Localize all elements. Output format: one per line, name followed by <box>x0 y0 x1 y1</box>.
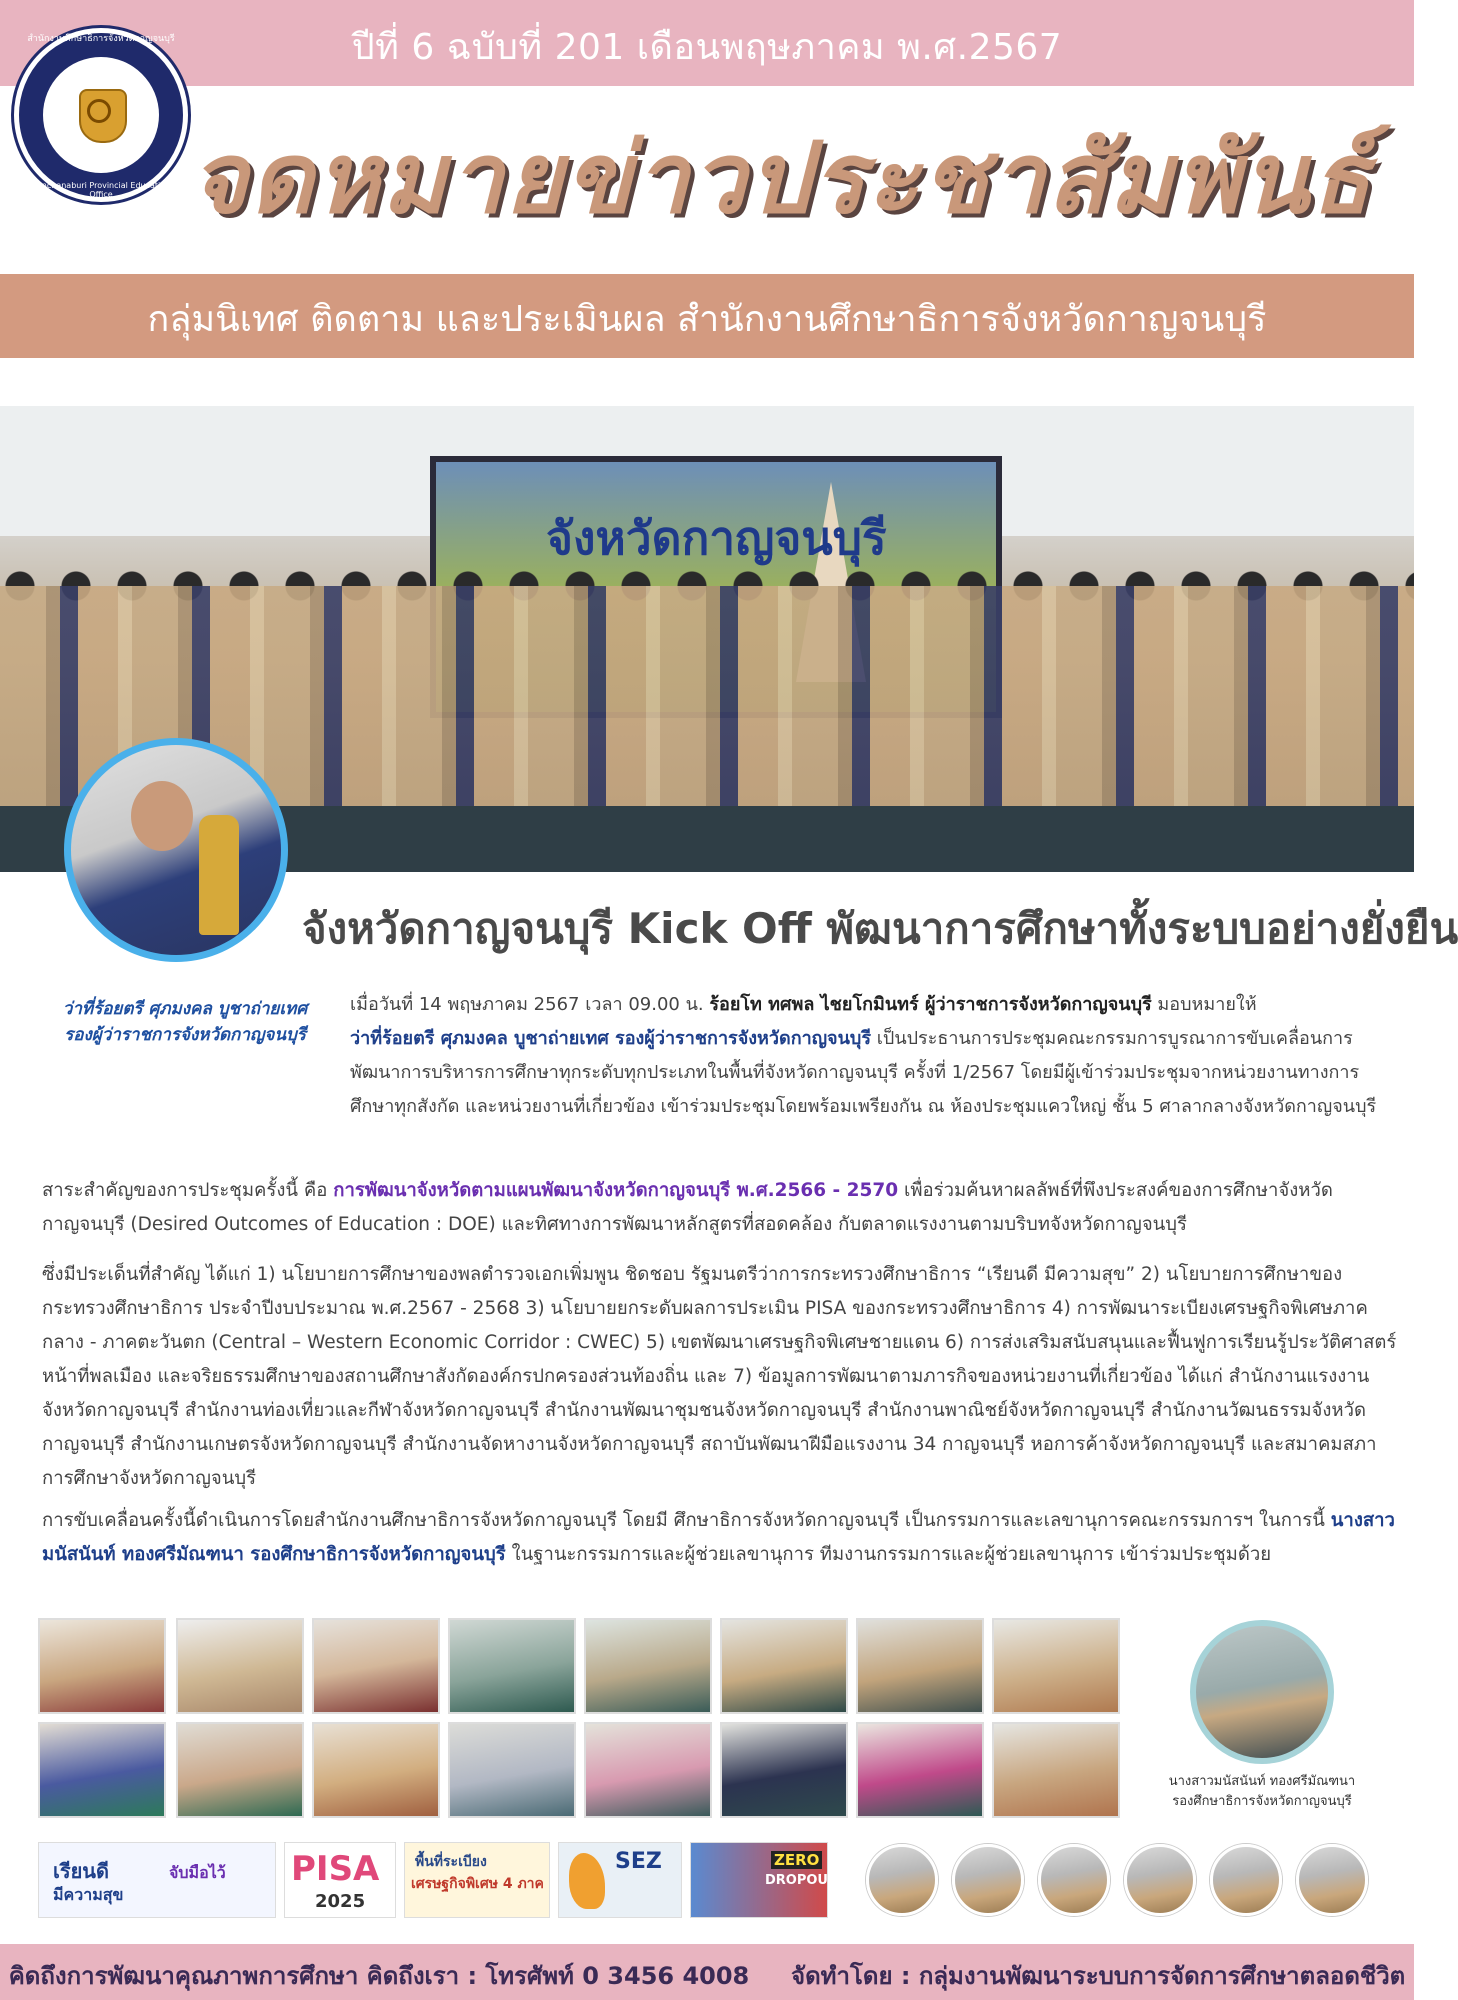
staff-portrait <box>866 1844 938 1916</box>
article-headline: จังหวัดกาญจนบุรี Kick Off พัฒนาการศึกษาทั้งระบบอย่างยั่งยืน <box>302 904 1458 953</box>
promo-dropout-text: DROPOUT <box>765 1873 837 1888</box>
gallery-photo <box>176 1618 304 1714</box>
paragraph-4 <box>42 1504 1402 1572</box>
staff-portrait <box>1124 1844 1196 1916</box>
gallery-photo <box>176 1722 304 1818</box>
gallery-photo <box>584 1722 712 1818</box>
paragraph-3: ซึ่งมีประเด็นที่สำคัญ ได้แก่ 1) นโยบายการศึกษาของพลตำรวจเอกเพิ่มพูน ชิดชอบ รัฐมนตรีว่าการกระทรวงศึกษาธิการ “เรียนดี มีความสุข” 2) นโยบายการศึกษาของกระทรวงศึกษาธิการ ประจำปีงบประมาณ พ.ศ.2567 - 2568 3) นโยบายยกระดับผลการประเมิน PISA ของกระทรวงศึกษาธิการ 4) การพัฒนาระเบียงเศรษฐกิจพิเศษภาคกลาง - ภาคตะวันตก (Central – Western Economic Corridor : CWEC) 5) เขตพัฒนาเศรษฐกิจพิเศษชายแดน 6) การส่งเสริมสนับสนุนและฟื้นฟูการเรียนรู้ประวัติศาสตร์ หน้าที่พลเมือง และจริยธรรมศึกษาของสถานศึกษาสังกัดองค์กรปกครองส่วนท้องถิ่น และ 7) ข้อมูลการพัฒนาตามภารกิจของหน่วยงานที่เกี่ยวข้อง ได้แก่ สำนักงานแรงงานจังหวัดกาญจนบุรี สำนักงานท่องเที่ยวและกีฬาจังหวัดกาญจนบุรี สำนักงานพัฒนาชุมชนจังหวัดกาญจนบุรี สำนักงานพาณิชย์จังหวัดกาญจนบุรี สำนักงานวัฒนธรรมจังหวัดกาญจนบุรี สำนักงานเกษตรจังหวัดกาญจนบุรี สำนักงานจัดหางานจังหวัดกาญจนบุรี สถาบันพัฒนาฝีมือแรงงาน 34 กาญจนบุรี หอการค้าจังหวัดกาญจนบุรี และสมาคมสภาการศึกษาจังหวัดกาญจนบุรี <box>42 1264 1397 1489</box>
promo-pisa <box>284 1842 396 1918</box>
staff-portrait <box>1296 1844 1368 1916</box>
deputy-round-photo <box>1190 1620 1334 1764</box>
paragraph-2 <box>42 1174 1402 1242</box>
staff-portrait <box>952 1844 1024 1916</box>
dharma-wheel-icon <box>87 99 111 123</box>
p1-deputy: ว่าที่ร้อยตรี ศุภมงคล บูชาถ่ายเทศ รองผู้ว่าราชการจังหวัดกาญจนบุรี <box>350 1028 872 1049</box>
promo-zero-dropout <box>690 1842 837 1918</box>
logo-ring-text-bottom: Kanchanaburi Provincial Education Office <box>31 181 171 199</box>
promo-happy-text: มีความสุข <box>53 1885 124 1904</box>
gallery-photo <box>584 1618 712 1714</box>
gallery-photo <box>856 1722 984 1818</box>
p1-text-c: มอบหมายให้ <box>1151 994 1257 1015</box>
gallery-photo <box>720 1618 848 1714</box>
gallery-photo <box>38 1722 166 1818</box>
p1-text-e: เป็นประธานการประชุมคณะกรรมการบูรณาการขับเคลื่อนการพัฒนาการบริหารการศึกษาทุกระดับทุกประเภทในพื้นที่จังหวัดกาญจนบุรี ครั้งที่ 1/2567 โดยมีผู้เข้าร่วมประชุมจากหน่วยงานทางการศึกษาทุกสังกัด และหน่วยงานที่เกี่ยวข้อง เข้าร่วมประชุมโดยพร้อมเพรียงกัน ณ ห้องประชุมแควใหญ่ ชั้น 5 ศาลากลางจังหวัดกาญจนบุรี <box>350 1028 1377 1117</box>
portrait-caption <box>40 996 330 1048</box>
portrait-face <box>131 781 193 851</box>
gallery-photo <box>992 1618 1120 1714</box>
p4-deputy-name: นางสาวมนัสนันท์ ทองศรีมัณฑนา รองศึกษาธิการจังหวัดกาญจนบุรี <box>42 1510 1395 1565</box>
paragraph-1 <box>350 988 1390 1124</box>
p2-topic: การพัฒนาจังหวัดตามแผนพัฒนาจังหวัดกาญจนบุรี พ.ศ.2566 - 2570 <box>333 1180 899 1201</box>
gallery-photo <box>312 1722 440 1818</box>
promo-hands-text: จับมือไว้ <box>169 1863 226 1882</box>
gallery-photo <box>448 1722 576 1818</box>
promo-corridor-text-1: พื้นที่ระเบียง <box>415 1854 487 1870</box>
newsletter-subtitle: กลุ่มนิเทศ ติดตาม และประเมินผล สำนักงานศึกษาธิการจังหวัดกาญจนบุรี <box>147 299 1267 340</box>
logo-inner <box>43 57 159 173</box>
p2-text-a: สาระสำคัญของการประชุมครั้งนี้ คือ <box>42 1180 334 1201</box>
staff-portrait <box>1038 1844 1110 1916</box>
chairman-portrait <box>64 738 288 962</box>
promo-pisa-year: 2025 <box>315 1891 366 1912</box>
gallery-photo <box>448 1618 576 1714</box>
deputy-caption-title: รองศึกษาธิการจังหวัดกาญจนบุรี <box>1172 1794 1352 1809</box>
p1-governor: ร้อยโท ทศพล ไชยโกมินทร์ ผู้ว่าราชการจังหวัดกาญจนบุรี <box>709 994 1152 1015</box>
p2-text-c: เพื่อร่วมค้นหาผลลัพธ์ที่พึงประสงค์ของการศึกษาจังหวัดกาญจนบุรี (Desired Outcomes of Education : DOE) และทิศทางการพัฒนาหลักสูตรที่สอดคล้อง กับตลาดแรงงานตามบริบทจังหวัดกาญจนบุรี <box>42 1180 1333 1235</box>
promo-economic-corridor <box>404 1842 550 1918</box>
promo-sez <box>558 1842 682 1918</box>
footer-text: คิดถึงการพัฒนาคุณภาพการศึกษา คิดถึงเรา : โทรศัพท์ 0 3456 4008 จัดทำโดย : กลุ่มงานพัฒนาระบบการจัดการศึกษาตลอดชีวิต <box>8 1962 1406 1990</box>
issue-line: ปีที่ 6 ฉบับที่ 201 เดือนพฤษภาคม พ.ศ.2567 <box>351 27 1063 68</box>
promo-corridor-text-2: เศรษฐกิจพิเศษ 4 ภาค <box>411 1876 544 1892</box>
banner-text: จังหวัดกาญจนบุรี <box>546 511 887 565</box>
deputy-photo-caption <box>1150 1772 1374 1812</box>
gallery-photo <box>992 1722 1120 1818</box>
gallery-photo <box>312 1618 440 1714</box>
logo-ring-text-top: สำนักงานศึกษาธิการจังหวัดกาญจนบุรี <box>27 34 175 44</box>
promo-learn-text: เรียนดี <box>53 1859 109 1883</box>
deputy-caption-name: นางสาวมนัสนันท์ ทองศรีมัณฑนา <box>1168 1774 1356 1789</box>
office-logo <box>14 28 188 202</box>
promo-zero-text: ZERO <box>771 1851 822 1869</box>
newsletter-title: จดหมายข่าวประชาสัมพันธ์ <box>190 121 1373 236</box>
map-icon <box>569 1853 605 1909</box>
gallery-photo <box>720 1722 848 1818</box>
promo-sez-text: SEZ <box>615 1849 662 1874</box>
trophy-shape <box>199 815 239 935</box>
promo-learn-happy <box>38 1842 276 1918</box>
p1-text-a: เมื่อวันที่ 14 พฤษภาคม 2567 เวลา 09.00 น. <box>350 994 710 1015</box>
portrait-caption-title: รองผู้ว่าราชการจังหวัดกาญจนบุรี <box>64 1025 306 1045</box>
staff-portrait <box>1210 1844 1282 1916</box>
portrait-caption-name: ว่าที่ร้อยตรี ศุภมงคล บูชาถ่ายเทศ <box>62 999 308 1019</box>
gallery-photo <box>856 1618 984 1714</box>
gallery-photo <box>38 1618 166 1714</box>
promo-pisa-text: PISA <box>291 1849 380 1889</box>
p4-text-c: ในฐานะกรรมการและผู้ช่วยเลขานุการ ทีมงานกรรมการและผู้ช่วยเลขานุการ เข้าร่วมประชุมด้วย <box>505 1544 1272 1565</box>
p4-text-a: การขับเคลื่อนครั้งนี้ดำเนินการโดยสำนักงานศึกษาธิการจังหวัดกาญจนบุรี โดยมี ศึกษาธิการจังหวัดกาญจนบุรี เป็นกรรมการและเลขานุการคณะกรรมการฯ ในการนี้ <box>42 1510 1331 1531</box>
